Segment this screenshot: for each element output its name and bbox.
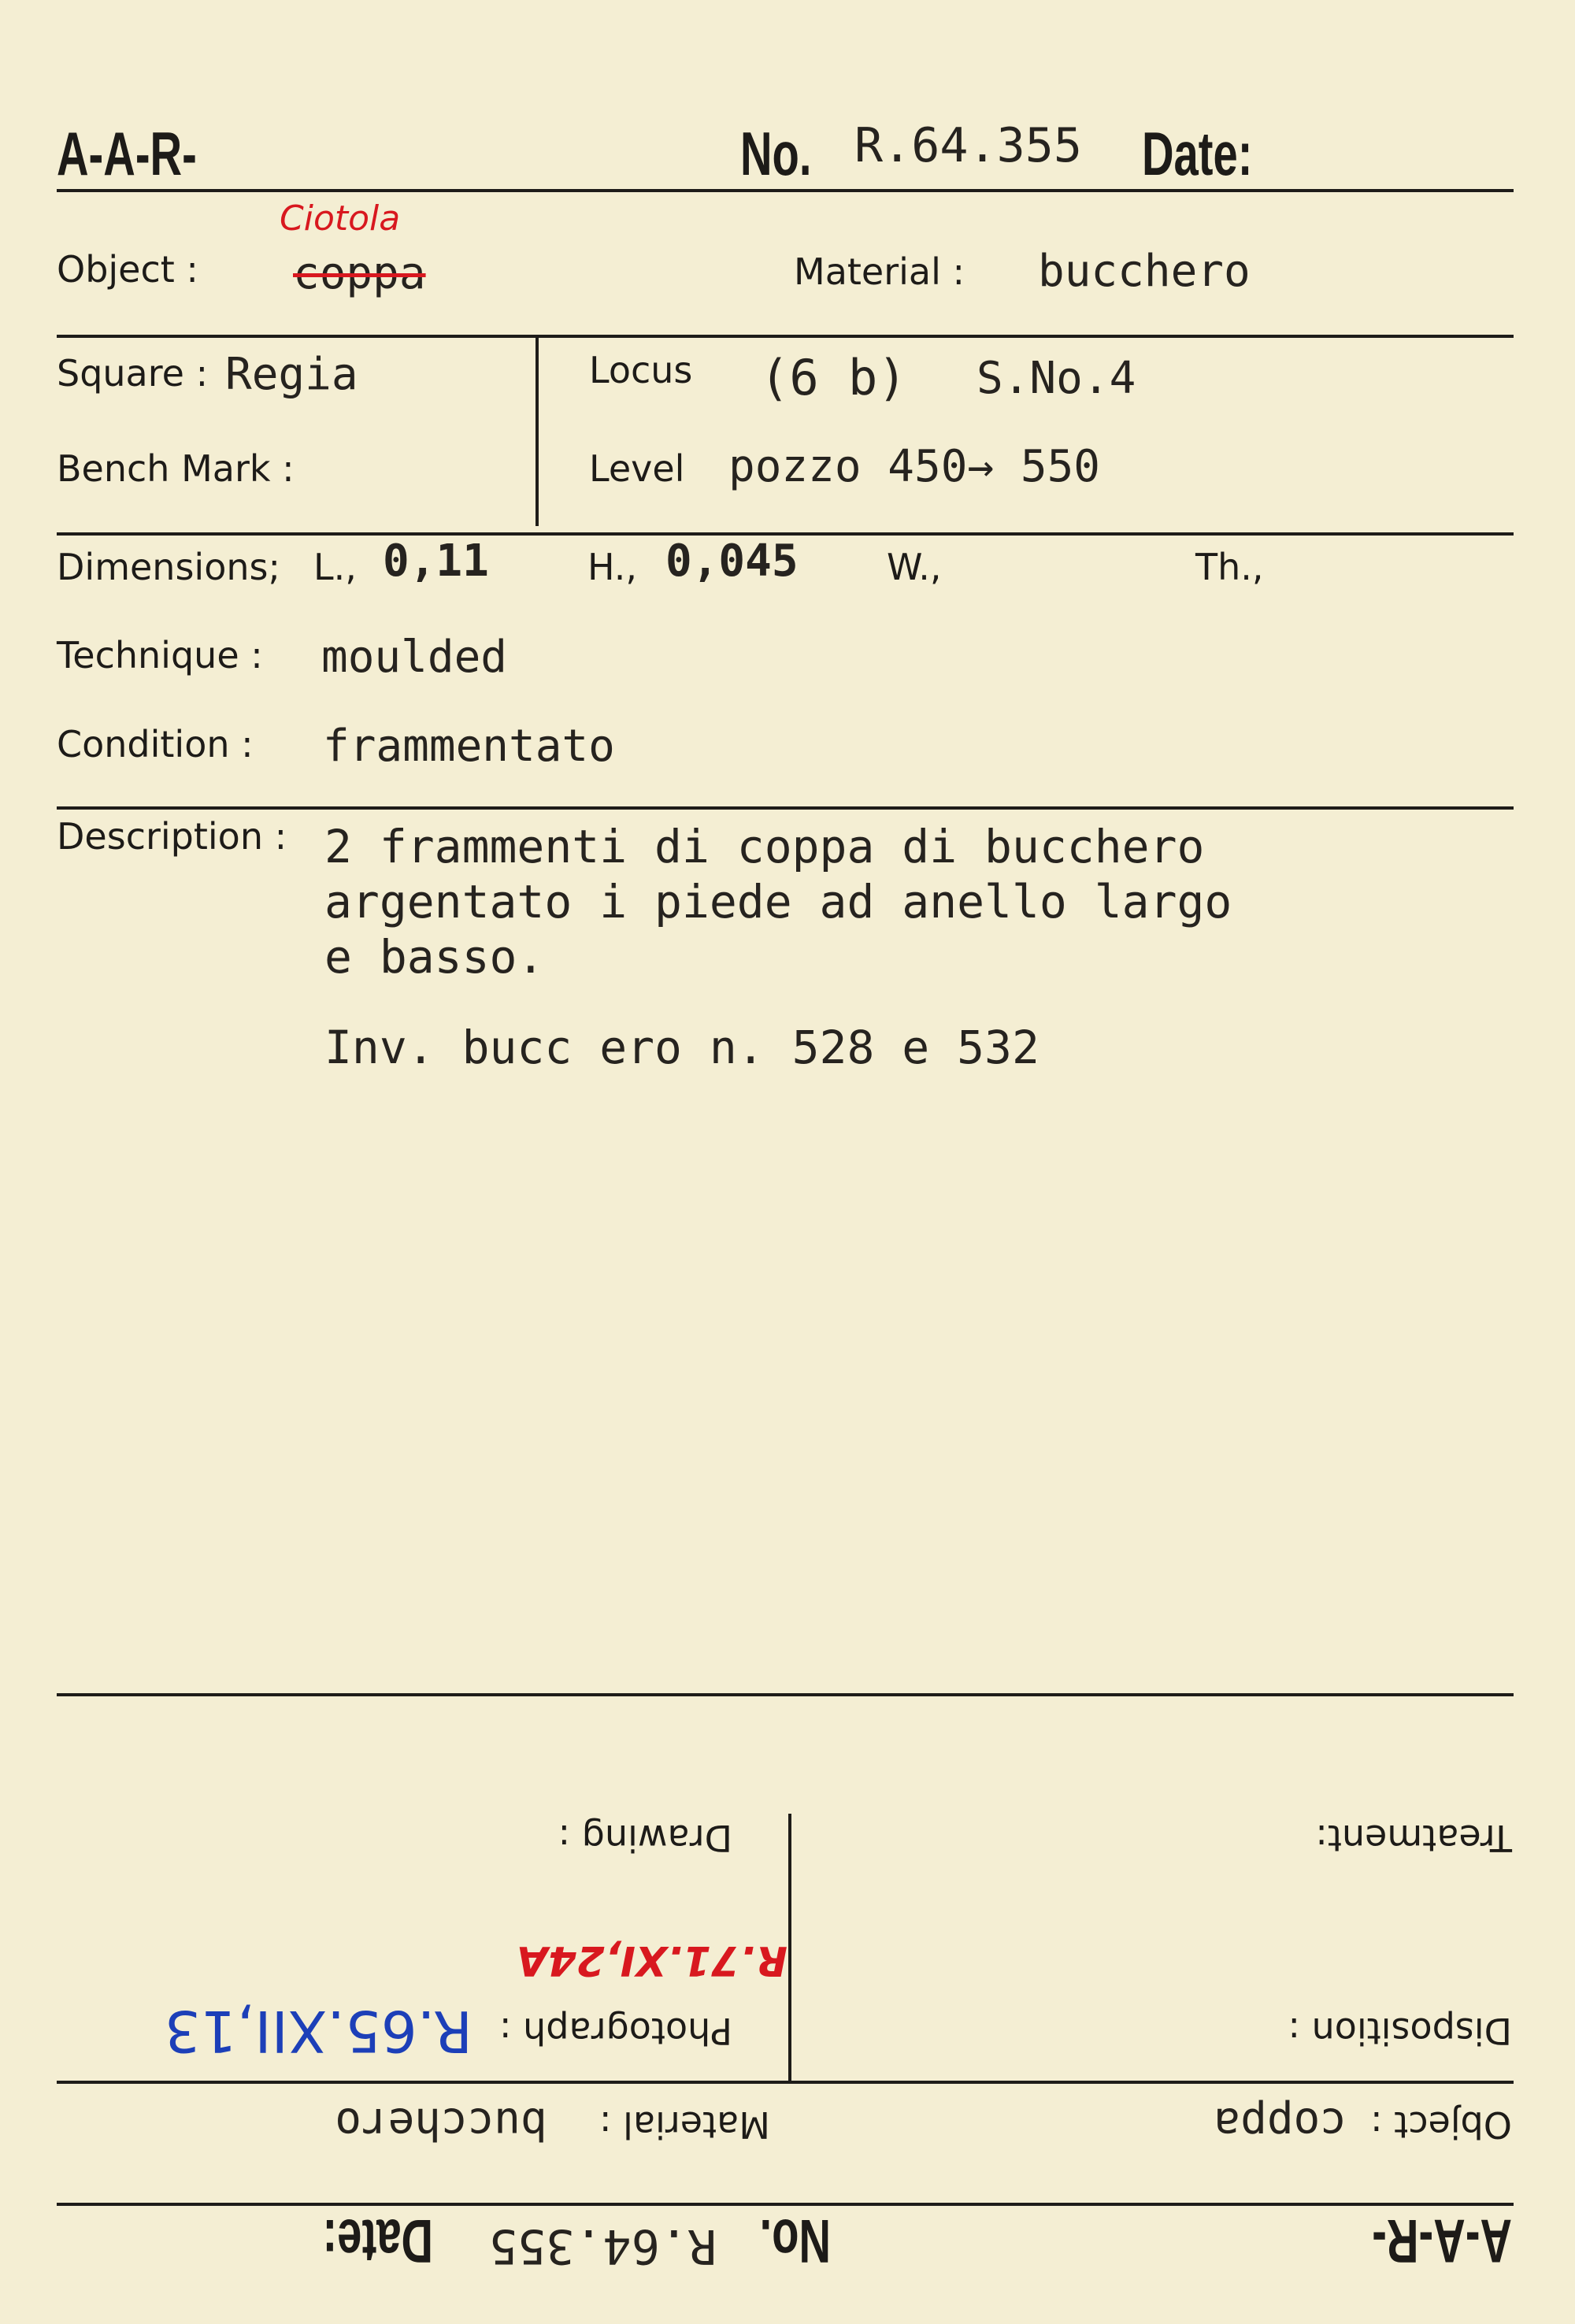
inverted-number-label: No. xyxy=(759,2207,831,2276)
object-value-struck: coppa xyxy=(293,248,426,299)
divider xyxy=(57,2081,1514,2084)
divider xyxy=(57,2203,1514,2206)
square-label: Square : xyxy=(57,352,209,395)
level-value: pozzo 450→ 550 xyxy=(728,441,1101,492)
length-value: 0,11 xyxy=(383,536,489,587)
object-label: Object : xyxy=(57,248,198,291)
divider xyxy=(536,337,539,526)
dimensions-label: Dimensions; xyxy=(57,546,280,588)
photograph-label: Photograph : xyxy=(499,2010,732,2052)
card-code: A-A-R- xyxy=(57,119,197,188)
length-label: L., xyxy=(313,546,357,588)
material-value: bucchero xyxy=(1038,246,1251,297)
inverted-material-value: bucchero xyxy=(335,2098,547,2149)
technique-label: Technique : xyxy=(57,634,263,676)
divider xyxy=(788,1814,791,2081)
technique-value: moulded xyxy=(321,632,508,683)
number-label: No. xyxy=(740,119,812,188)
inverted-date-label: Date: xyxy=(322,2207,433,2276)
inverted-section xyxy=(0,1685,1575,2324)
inverted-material-label: Material : xyxy=(599,2103,770,2146)
date-label: Date: xyxy=(1142,119,1253,188)
divider xyxy=(57,335,1514,338)
thickness-label: Th., xyxy=(1195,546,1264,588)
photograph-blue-note: R.65.XII,13 xyxy=(164,1998,472,2064)
divider xyxy=(57,806,1514,810)
description-label: Description : xyxy=(57,815,287,858)
inverted-number-value: R.64.355 xyxy=(489,2218,717,2274)
locus-extra: S.No.4 xyxy=(976,353,1136,404)
object-handwritten-value: Ciotola xyxy=(280,198,401,239)
condition-label: Condition : xyxy=(57,723,254,765)
height-label: H., xyxy=(587,546,638,588)
treatment-label: Treatment: xyxy=(1315,1817,1512,1859)
drawing-label: Drawing : xyxy=(558,1817,732,1859)
condition-value: frammentato xyxy=(323,721,615,772)
bench-mark-label: Bench Mark : xyxy=(57,447,295,490)
inverted-object-value: coppa xyxy=(1214,2098,1347,2149)
photograph-red-note: R.71.XI,24A xyxy=(516,1937,788,1984)
divider xyxy=(57,189,1514,192)
disposition-label: Disposition : xyxy=(1288,2010,1512,2052)
level-label: Level xyxy=(589,447,685,490)
inventory-text: Inv. bucc ero n. 528 e 532 xyxy=(324,1021,1040,1074)
inverted-object-label: Object : xyxy=(1370,2103,1512,2146)
material-label: Material : xyxy=(794,250,965,293)
inverted-card-code: A-A-R- xyxy=(1372,2207,1512,2276)
height-value: 0,045 xyxy=(665,536,799,587)
width-label: W., xyxy=(887,546,942,588)
locus-value: (6 b) xyxy=(760,349,907,406)
number-value: R.64.355 xyxy=(854,118,1082,173)
locus-label: Locus xyxy=(589,349,693,391)
square-value: Regia xyxy=(225,349,358,400)
description-text: 2 frammenti di coppa di bucchero argentato i piede ad anello largo e basso. xyxy=(324,820,1232,984)
